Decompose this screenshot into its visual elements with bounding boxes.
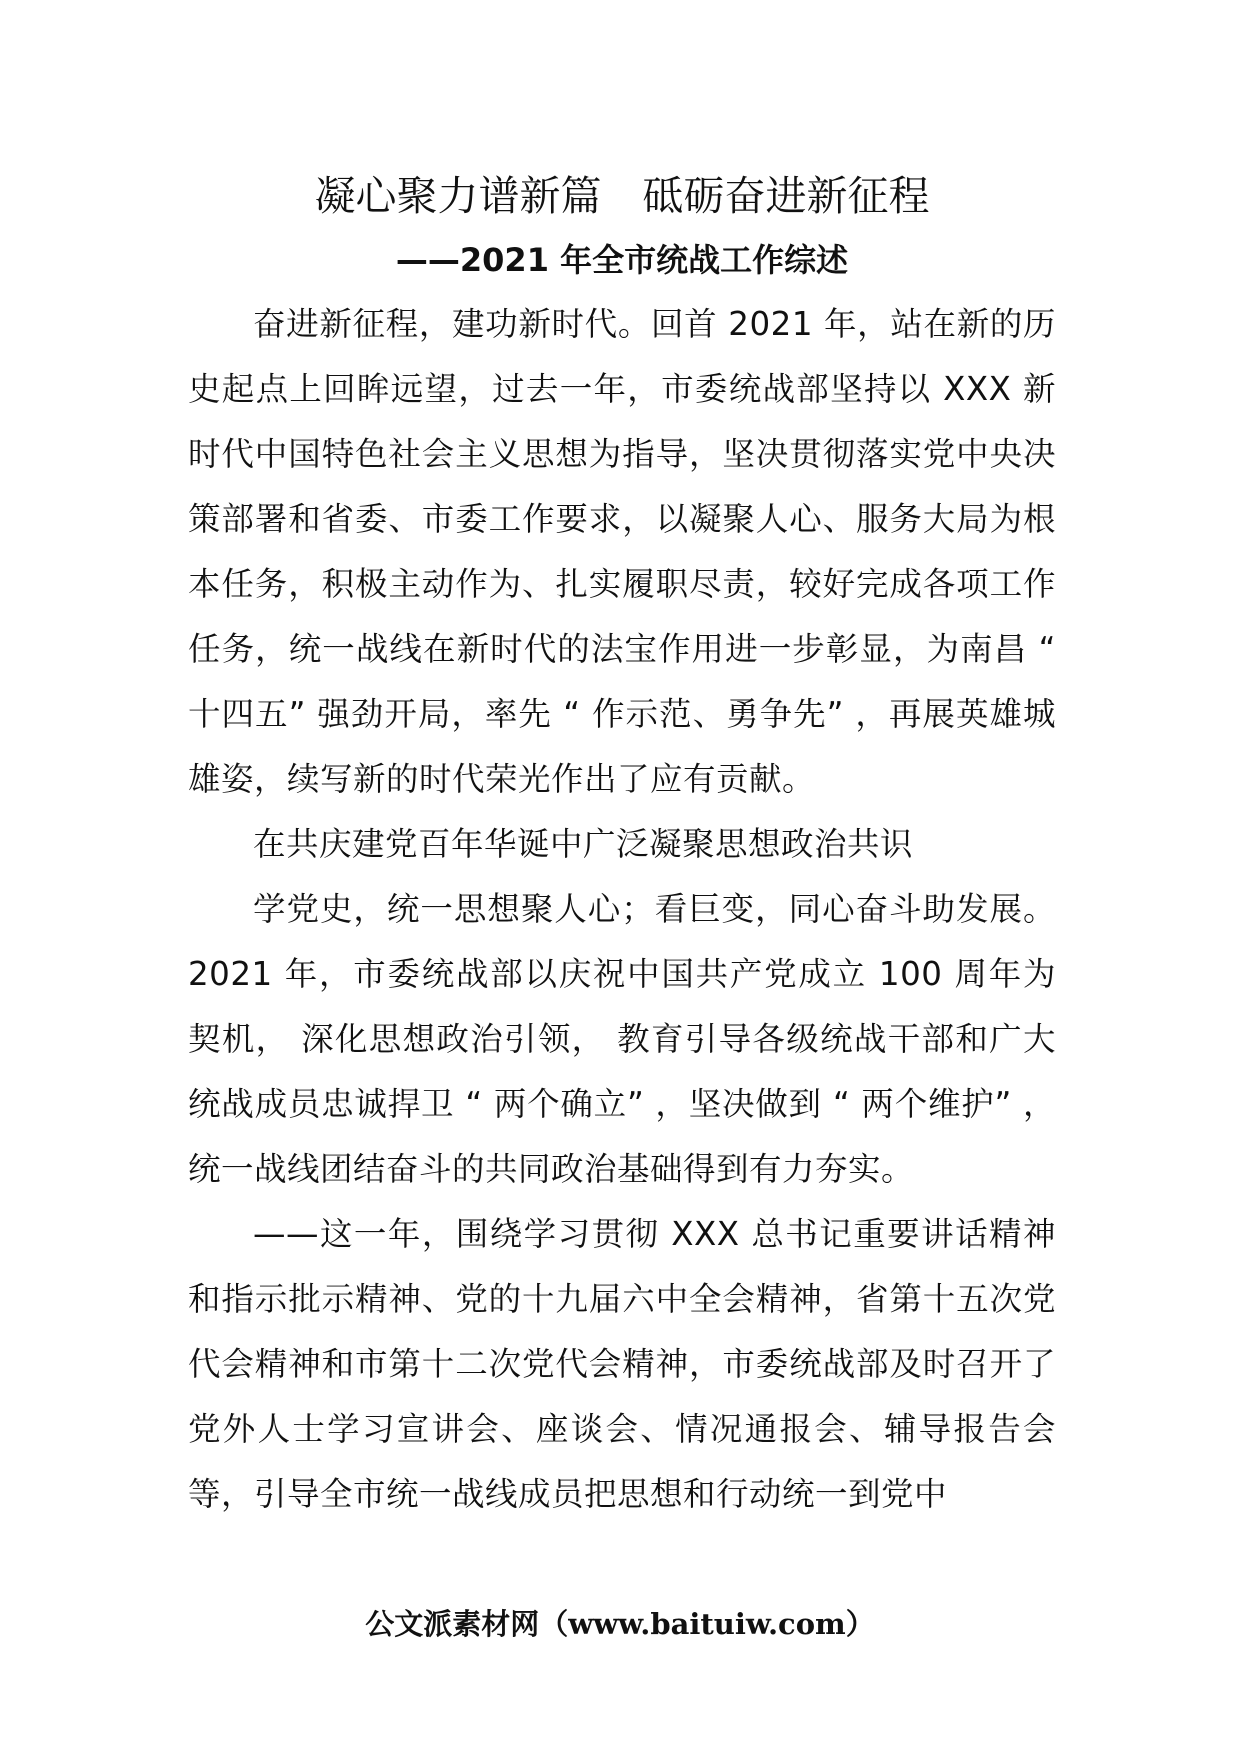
section-paragraph: 学党史，统一思想聚人心；看巨变，同心奋斗助发展。2021 年，市委统战部以庆祝中国共产党成立 100 周年为契机， 深化思想政治引领， 教育引导各级统战干部和广大统战成员忠诚捍卫 “ 两个确立” ，坚决做到 “ 两个维护” ，统一战线团结奋斗的共同政治基础得到有力夯实。 [188, 890, 1056, 1188]
section-paragraph: ——这一年，围绕学习贯彻 XXX 总书记重要讲话精神和指示批示精神、党的十九届六中全会精神，省第十五次党代会精神和市第十二次党代会精神，市委统战部及时召开了党外人士学习宣讲会、座谈会、情况通报会、辅导报告会等，引导全市统一战线成员把思想和行动统一到党中 [188, 1215, 1056, 1513]
document-title: 凝心聚力谱新篇 砥砺奋进新征程 [314, 172, 930, 220]
document-subtitle: ——2021 年全市统战工作综述 [395, 241, 849, 279]
footer-watermark: 公文派素材网（www.baituiw.com） [365, 1607, 875, 1641]
intro-paragraph: 奋进新征程，建功新时代。回首 2021 年，站在新的历史起点上回眸远望，过去一年，市委统战部坚持以 XXX 新时代中国特色社会主义思想为指导，坚决贯彻落实党中央决策部署和省委、市委工作要求，以凝聚人心、服务大局为根本任务，积极主动作为、扎实履职尽责，较好完成各项工作任务，统一战线在新时代的法宝作用进一步彰显，为南昌 “ 十四五” 强劲开局，率先 “ 作示范、勇争先” ，再展英雄城雄姿，续写新的时代荣光作出了应有贡献。 [188, 305, 1056, 798]
section-heading: 在共庆建党百年华诞中广泛凝聚思想政治共识 [253, 825, 914, 863]
document-body [188, 292, 1056, 1527]
